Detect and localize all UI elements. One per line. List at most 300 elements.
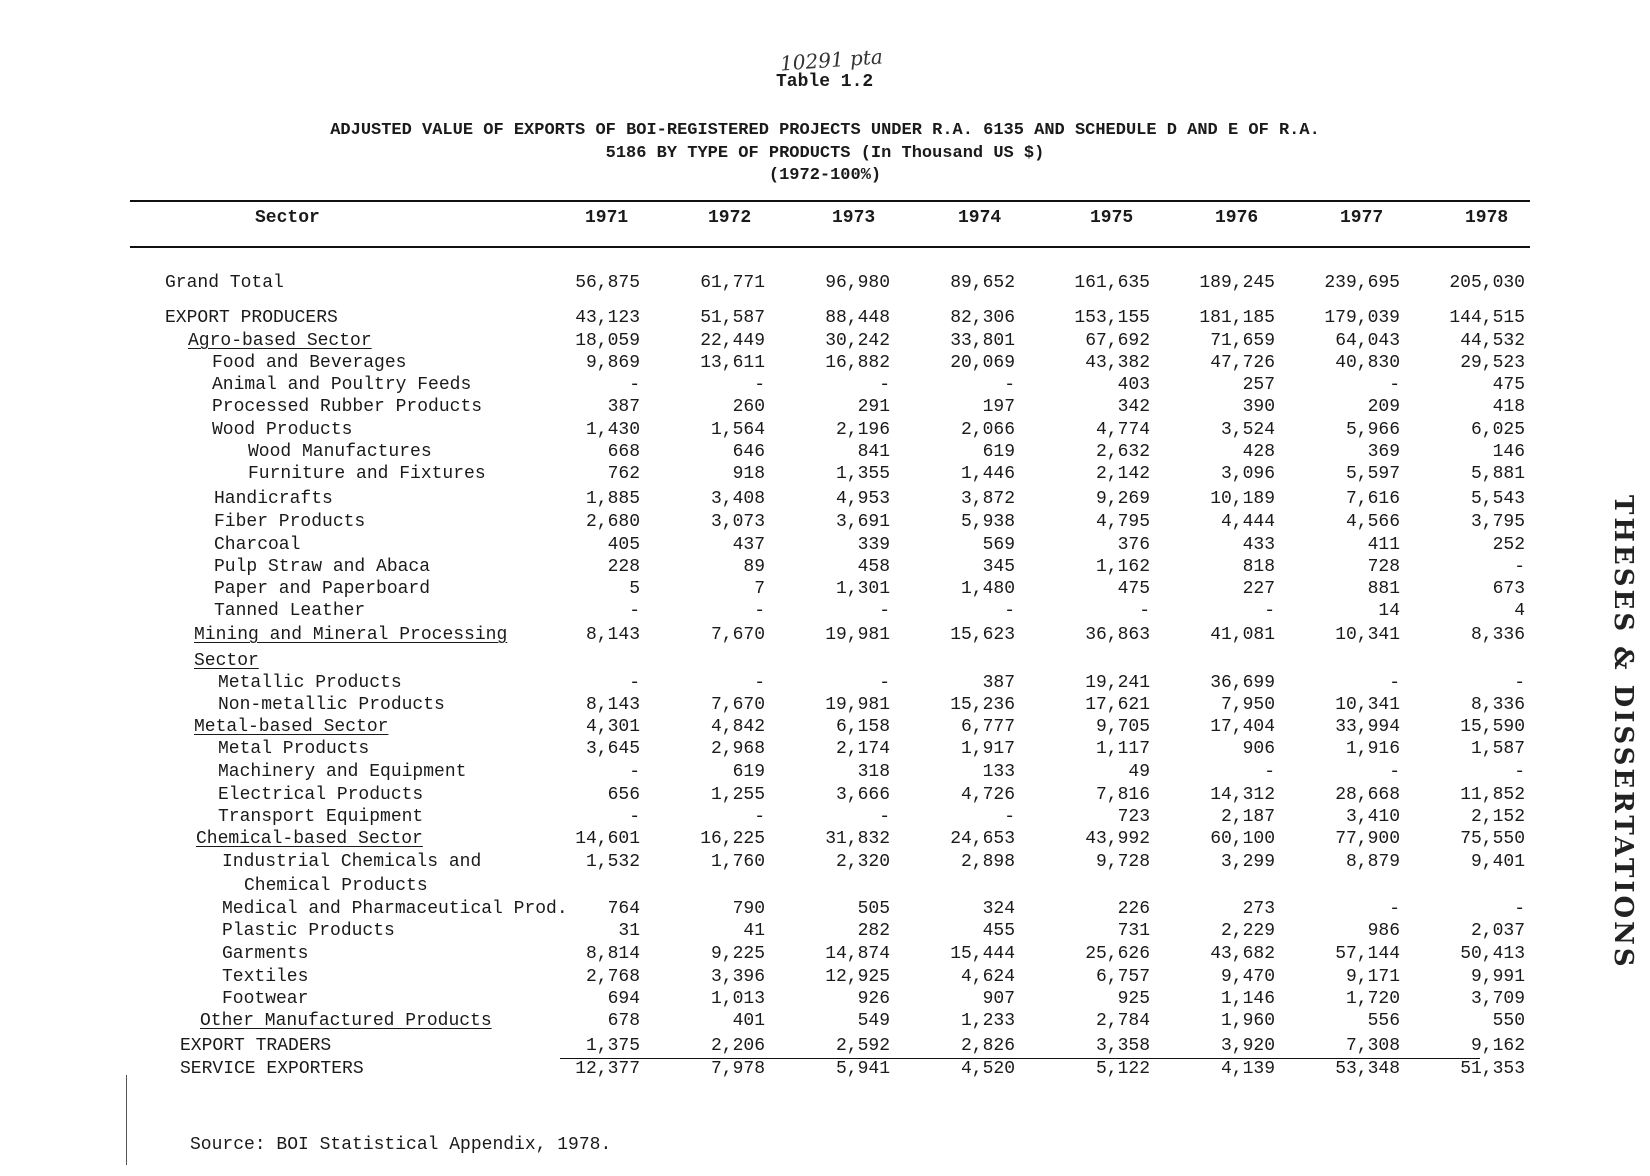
table-row (0, 716, 1650, 738)
cell-1978: 8,336 (1470, 695, 1525, 715)
cell-1972: - (754, 601, 765, 621)
cell-1976: 390 (1242, 397, 1275, 417)
row-label: Garments (222, 944, 309, 964)
cell-1978: 9,401 (1470, 852, 1525, 872)
cell-1972: - (754, 673, 765, 693)
cell-1973: 282 (857, 921, 890, 941)
row-label: Chemical-based Sector (196, 829, 423, 849)
cell-1976: 273 (1242, 899, 1275, 919)
cell-1975: 2,632 (1095, 442, 1150, 462)
cell-1974: 20,069 (950, 353, 1015, 373)
table-row (0, 578, 1650, 600)
cell-1978: 475 (1492, 375, 1525, 395)
cell-1975: 43,992 (1085, 829, 1150, 849)
cell-1975: 7,816 (1095, 785, 1150, 805)
cell-1974: 455 (982, 921, 1015, 941)
cell-1975: 17,621 (1085, 695, 1150, 715)
row-label: Animal and Poultry Feeds (212, 375, 472, 395)
top-rule (130, 200, 1530, 202)
cell-1974: 4,520 (960, 1059, 1015, 1079)
row-label: Tanned Leather (214, 601, 366, 621)
row-label: Industrial Chemicals and (222, 852, 482, 872)
cell-1975: - (1139, 601, 1150, 621)
cell-1973: - (879, 673, 890, 693)
cell-1976: 3,299 (1220, 852, 1275, 872)
cell-1971: 5 (629, 579, 640, 599)
cell-1975: 4,795 (1095, 512, 1150, 532)
cell-1974: 4,624 (960, 967, 1015, 987)
row-label: Electrical Products (218, 785, 424, 805)
cell-1973: 3,666 (835, 785, 890, 805)
row-label: Wood Manufactures (248, 442, 432, 462)
table-row (0, 488, 1650, 510)
cell-1971: 405 (607, 535, 640, 555)
cell-1972: 4,842 (710, 717, 765, 737)
row-label: Fiber Products (214, 512, 366, 532)
cell-1973: 96,980 (825, 273, 890, 293)
table-row (0, 1035, 1650, 1057)
cell-1977: 4,566 (1345, 512, 1400, 532)
header-rule (130, 246, 1530, 248)
cell-1973: - (879, 807, 890, 827)
cell-1973: 19,981 (825, 695, 890, 715)
cell-1976: 2,187 (1220, 807, 1275, 827)
column-header-1975: 1975 (1090, 208, 1134, 228)
cell-1973: 505 (857, 899, 890, 919)
cell-1977: - (1389, 673, 1400, 693)
cell-1977: 881 (1367, 579, 1400, 599)
cell-1972: 437 (732, 535, 765, 555)
cell-1974: 1,446 (960, 464, 1015, 484)
cell-1978: 11,852 (1460, 785, 1525, 805)
cell-1977: 179,039 (1324, 308, 1400, 328)
table-row (0, 851, 1650, 873)
table-row (0, 307, 1650, 329)
cell-1972: 61,771 (700, 273, 765, 293)
cell-1976: 1,146 (1220, 989, 1275, 1009)
cell-1976: 257 (1242, 375, 1275, 395)
cell-1974: 1,233 (960, 1011, 1015, 1031)
cell-1973: 5,941 (835, 1059, 890, 1079)
cell-1974: 24,653 (950, 829, 1015, 849)
cell-1974: 2,066 (960, 420, 1015, 440)
table-row (0, 441, 1650, 463)
cell-1974: 6,777 (960, 717, 1015, 737)
cell-1975: 67,692 (1085, 331, 1150, 351)
cell-1972: 7,670 (710, 625, 765, 645)
cell-1978: 3,709 (1470, 989, 1525, 1009)
cell-1976: 9,470 (1220, 967, 1275, 987)
row-label: Grand Total (165, 273, 284, 293)
cell-1971: 656 (607, 785, 640, 805)
cell-1974: 4,726 (960, 785, 1015, 805)
cell-1977: 33,994 (1335, 717, 1400, 737)
row-label: Non-metallic Products (218, 695, 445, 715)
cell-1972: 3,408 (710, 489, 765, 509)
row-label: Metallic Products (218, 673, 402, 693)
cell-1971: - (629, 807, 640, 827)
table-row (0, 1058, 1650, 1080)
cell-1976: 17,404 (1210, 717, 1275, 737)
cell-1971: - (629, 601, 640, 621)
cell-1974: 1,917 (960, 739, 1015, 759)
cell-1973: 30,242 (825, 331, 890, 351)
table-row (0, 920, 1650, 942)
side-stamp: THESES & DISSERTATIONS (1608, 495, 1638, 970)
table-row (0, 624, 1650, 646)
cell-1973: 88,448 (825, 308, 890, 328)
cell-1971: 694 (607, 989, 640, 1009)
cell-1975: 6,757 (1095, 967, 1150, 987)
handwritten-note: 10291 pta (779, 44, 884, 76)
margin-line (126, 1075, 127, 1165)
cell-1971: 43,123 (575, 308, 640, 328)
cell-1977: 1,720 (1345, 989, 1400, 1009)
cell-1971: 12,377 (575, 1059, 640, 1079)
column-header-1972: 1972 (708, 208, 752, 228)
cell-1976: - (1264, 601, 1275, 621)
cell-1974: 15,444 (950, 944, 1015, 964)
cell-1972: 790 (732, 899, 765, 919)
cell-1978: 3,795 (1470, 512, 1525, 532)
cell-1977: 3,410 (1345, 807, 1400, 827)
cell-1977: 411 (1367, 535, 1400, 555)
cell-1971: 56,875 (575, 273, 640, 293)
cell-1974: 15,623 (950, 625, 1015, 645)
cell-1975: 925 (1117, 989, 1150, 1009)
table-row (0, 374, 1650, 396)
cell-1976: 4,444 (1220, 512, 1275, 532)
cell-1972: 7,978 (710, 1059, 765, 1079)
column-header-sector: Sector (255, 208, 320, 228)
table-row (0, 650, 1650, 672)
cell-1975: 9,728 (1095, 852, 1150, 872)
cell-1978: 5,543 (1470, 489, 1525, 509)
cell-1978: 9,991 (1470, 967, 1525, 987)
cell-1974: - (1004, 807, 1015, 827)
cell-1974: 1,480 (960, 579, 1015, 599)
table-row (0, 330, 1650, 352)
cell-1975: 2,142 (1095, 464, 1150, 484)
cell-1978: - (1514, 899, 1525, 919)
cell-1972: 1,760 (710, 852, 765, 872)
row-label: Metal-based Sector (194, 717, 389, 737)
source-note: Source: BOI Statistical Appendix, 1978. (190, 1135, 612, 1155)
cell-1972: 918 (732, 464, 765, 484)
cell-1977: 10,341 (1335, 625, 1400, 645)
cell-1972: 16,225 (700, 829, 765, 849)
cell-1976: - (1264, 762, 1275, 782)
cell-1971: 2,680 (585, 512, 640, 532)
cell-1974: 387 (982, 673, 1015, 693)
cell-1978: 5,881 (1470, 464, 1525, 484)
cell-1973: 14,874 (825, 944, 890, 964)
cell-1972: 51,587 (700, 308, 765, 328)
row-label: Paper and Paperboard (214, 579, 431, 599)
cell-1973: 12,925 (825, 967, 890, 987)
cell-1971: 1,375 (585, 1036, 640, 1056)
cell-1974: 197 (982, 397, 1015, 417)
cell-1977: 7,616 (1345, 489, 1400, 509)
cell-1976: 3,920 (1220, 1036, 1275, 1056)
cell-1974: 89,652 (950, 273, 1015, 293)
cell-1973: - (879, 601, 890, 621)
cell-1976: 181,185 (1199, 308, 1275, 328)
table-title-line-1: ADJUSTED VALUE OF EXPORTS OF BOI-REGISTERED PROJECTS UNDER R.A. 6135 AND SCHEDULE D AND E OF R.A. (330, 121, 1320, 140)
cell-1976: 71,659 (1210, 331, 1275, 351)
cell-1973: 3,691 (835, 512, 890, 532)
cell-1973: 2,174 (835, 739, 890, 759)
row-label: EXPORT TRADERS (180, 1036, 332, 1056)
row-label: Mining and Mineral Processing (194, 625, 508, 645)
cell-1976: 3,524 (1220, 420, 1275, 440)
cell-1973: 31,832 (825, 829, 890, 849)
cell-1971: 18,059 (575, 331, 640, 351)
cell-1974: 569 (982, 535, 1015, 555)
cell-1975: 161,635 (1074, 273, 1150, 293)
cell-1971: 1,885 (585, 489, 640, 509)
cell-1971: 2,768 (585, 967, 640, 987)
cell-1972: 646 (732, 442, 765, 462)
cell-1974: 619 (982, 442, 1015, 462)
cell-1978: 1,587 (1470, 739, 1525, 759)
cell-1973: 4,953 (835, 489, 890, 509)
cell-1972: 260 (732, 397, 765, 417)
cell-1975: 1,117 (1095, 739, 1150, 759)
cell-1971: 228 (607, 557, 640, 577)
cell-1972: 1,013 (710, 989, 765, 1009)
cell-1975: 25,626 (1085, 944, 1150, 964)
cell-1973: 6,158 (835, 717, 890, 737)
cell-1975: 43,382 (1085, 353, 1150, 373)
cell-1972: 9,225 (710, 944, 765, 964)
cell-1976: 4,139 (1220, 1059, 1275, 1079)
cell-1976: 818 (1242, 557, 1275, 577)
cell-1977: 369 (1367, 442, 1400, 462)
cell-1978: 146 (1492, 442, 1525, 462)
cell-1971: 8,143 (585, 625, 640, 645)
cell-1974: 5,938 (960, 512, 1015, 532)
cell-1978: 8,336 (1470, 625, 1525, 645)
cell-1976: 433 (1242, 535, 1275, 555)
cell-1977: 209 (1367, 397, 1400, 417)
cell-1974: 345 (982, 557, 1015, 577)
cell-1971: 3,645 (585, 739, 640, 759)
cell-1977: 53,348 (1335, 1059, 1400, 1079)
table-row (0, 875, 1650, 897)
cell-1973: 2,196 (835, 420, 890, 440)
cell-1976: 227 (1242, 579, 1275, 599)
cell-1973: 1,301 (835, 579, 890, 599)
cell-1971: 1,532 (585, 852, 640, 872)
cell-1973: 2,320 (835, 852, 890, 872)
cell-1976: 7,950 (1220, 695, 1275, 715)
table-row (0, 463, 1650, 485)
cell-1972: 89 (743, 557, 765, 577)
cell-1971: 9,869 (585, 353, 640, 373)
cell-1976: 43,682 (1210, 944, 1275, 964)
row-label: SERVICE EXPORTERS (180, 1059, 364, 1079)
cell-1972: 401 (732, 1011, 765, 1031)
cell-1974: - (1004, 375, 1015, 395)
cell-1974: 15,236 (950, 695, 1015, 715)
cell-1976: 41,081 (1210, 625, 1275, 645)
cell-1975: 1,162 (1095, 557, 1150, 577)
cell-1973: 19,981 (825, 625, 890, 645)
cell-1977: 64,043 (1335, 331, 1400, 351)
cell-1977: 77,900 (1335, 829, 1400, 849)
cell-1977: 8,879 (1345, 852, 1400, 872)
row-label: Transport Equipment (218, 807, 424, 827)
cell-1972: 1,255 (710, 785, 765, 805)
cell-1978: - (1514, 557, 1525, 577)
table-row (0, 738, 1650, 760)
cell-1976: 60,100 (1210, 829, 1275, 849)
cell-1977: 7,308 (1345, 1036, 1400, 1056)
cell-1978: 418 (1492, 397, 1525, 417)
cell-1976: 1,960 (1220, 1011, 1275, 1031)
cell-1978: 75,550 (1460, 829, 1525, 849)
row-label: Agro-based Sector (188, 331, 372, 351)
cell-1971: 31 (618, 921, 640, 941)
cell-1974: 2,826 (960, 1036, 1015, 1056)
cell-1977: 10,341 (1335, 695, 1400, 715)
row-label: Food and Beverages (212, 353, 407, 373)
cell-1972: 619 (732, 762, 765, 782)
cell-1971: 764 (607, 899, 640, 919)
row-label: Other Manufactured Products (200, 1011, 492, 1031)
cell-1975: 403 (1117, 375, 1150, 395)
cell-1975: 19,241 (1085, 673, 1150, 693)
row-label: EXPORT PRODUCERS (165, 308, 338, 328)
cell-1975: 376 (1117, 535, 1150, 555)
cell-1977: 986 (1367, 921, 1400, 941)
cell-1973: 339 (857, 535, 890, 555)
cell-1977: 239,695 (1324, 273, 1400, 293)
column-header-1977: 1977 (1340, 208, 1384, 228)
cell-1977: 14 (1378, 601, 1400, 621)
cell-1976: 14,312 (1210, 785, 1275, 805)
cell-1972: 22,449 (700, 331, 765, 351)
table-title-line-2: 5186 BY TYPE OF PRODUCTS (In Thousand US $) (605, 144, 1045, 163)
table-row (0, 419, 1650, 441)
row-label: Machinery and Equipment (218, 762, 467, 782)
cell-1976: 2,229 (1220, 921, 1275, 941)
cell-1974: 907 (982, 989, 1015, 1009)
cell-1978: 15,590 (1460, 717, 1525, 737)
column-header-1973: 1973 (832, 208, 876, 228)
cell-1975: 9,269 (1095, 489, 1150, 509)
row-label: Plastic Products (222, 921, 395, 941)
cell-1975: 3,358 (1095, 1036, 1150, 1056)
cell-1976: 906 (1242, 739, 1275, 759)
cell-1972: 3,073 (710, 512, 765, 532)
cell-1971: 14,601 (575, 829, 640, 849)
cell-1973: 318 (857, 762, 890, 782)
table-row (0, 672, 1650, 694)
cell-1976: 3,096 (1220, 464, 1275, 484)
cell-1978: 2,037 (1470, 921, 1525, 941)
cell-1974: 324 (982, 899, 1015, 919)
cell-1978: 205,030 (1449, 273, 1525, 293)
table-row (0, 600, 1650, 622)
row-label: Processed Rubber Products (212, 397, 483, 417)
column-header-1978: 1978 (1465, 208, 1509, 228)
cell-1971: 762 (607, 464, 640, 484)
cell-1975: 475 (1117, 579, 1150, 599)
cell-1977: 40,830 (1335, 353, 1400, 373)
cell-1972: 7,670 (710, 695, 765, 715)
table-row (0, 272, 1650, 294)
table-row (0, 943, 1650, 965)
cell-1973: - (879, 375, 890, 395)
cell-1971: 8,814 (585, 944, 640, 964)
cell-1974: 3,872 (960, 489, 1015, 509)
cell-1975: 342 (1117, 397, 1150, 417)
cell-1978: 50,413 (1460, 944, 1525, 964)
cell-1975: 9,705 (1095, 717, 1150, 737)
cell-1971: - (629, 673, 640, 693)
table-row (0, 761, 1650, 783)
row-label: Metal Products (218, 739, 370, 759)
row-label: Wood Products (212, 420, 353, 440)
table-row (0, 1010, 1650, 1032)
table-row (0, 988, 1650, 1010)
cell-1977: 5,966 (1345, 420, 1400, 440)
cell-1977: 728 (1367, 557, 1400, 577)
cell-1975: 226 (1117, 899, 1150, 919)
table-row (0, 828, 1650, 850)
cell-1972: 1,564 (710, 420, 765, 440)
table-number: Table 1.2 (776, 72, 874, 92)
row-label: Charcoal (214, 535, 301, 555)
row-label: Textiles (222, 967, 309, 987)
cell-1976: 47,726 (1210, 353, 1275, 373)
cell-1978: 4 (1514, 601, 1525, 621)
cell-1977: - (1389, 899, 1400, 919)
cell-1971: - (629, 375, 640, 395)
table-row (0, 511, 1650, 533)
cell-1978: 51,353 (1460, 1059, 1525, 1079)
cell-1974: - (1004, 601, 1015, 621)
cell-1975: 36,863 (1085, 625, 1150, 645)
cell-1973: 16,882 (825, 353, 890, 373)
cell-1972: 7 (754, 579, 765, 599)
column-header-1974: 1974 (958, 208, 1002, 228)
cell-1977: 556 (1367, 1011, 1400, 1031)
cell-1972: 3,396 (710, 967, 765, 987)
cell-1975: 2,784 (1095, 1011, 1150, 1031)
cell-1977: 1,916 (1345, 739, 1400, 759)
cell-1976: 428 (1242, 442, 1275, 462)
cell-1975: 5,122 (1095, 1059, 1150, 1079)
row-label: Handicrafts (214, 489, 333, 509)
cell-1974: 82,306 (950, 308, 1015, 328)
cell-1978: 144,515 (1449, 308, 1525, 328)
row-label: Medical and Pharmaceutical Prod. (222, 899, 568, 919)
cell-1973: 549 (857, 1011, 890, 1031)
table-row (0, 694, 1650, 716)
row-label: Sector (194, 651, 259, 671)
cell-1978: 673 (1492, 579, 1525, 599)
cell-1978: 550 (1492, 1011, 1525, 1031)
cell-1976: 36,699 (1210, 673, 1275, 693)
table-row (0, 806, 1650, 828)
cell-1973: 291 (857, 397, 890, 417)
row-label: Pulp Straw and Abaca (214, 557, 431, 577)
table-row (0, 966, 1650, 988)
cell-1978: 6,025 (1470, 420, 1525, 440)
